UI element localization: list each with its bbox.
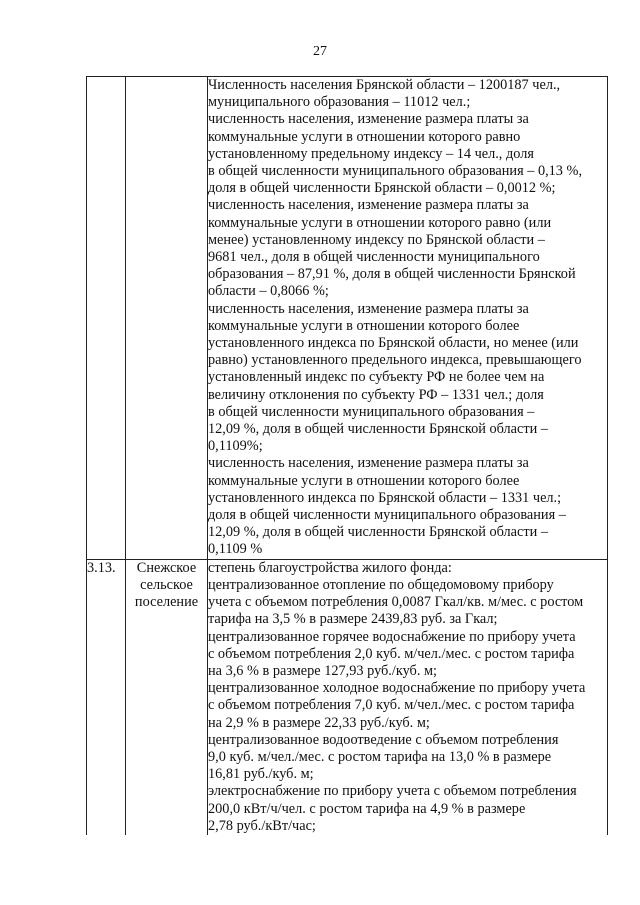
text-line: с объемом потребления 2,0 куб. м/чел./мес. с ростом тарифа	[208, 645, 575, 662]
text-line: установленного индекса по Брянской области – 1331 чел.;	[208, 489, 562, 506]
row-text-cell	[208, 559, 608, 835]
text-line: коммунальные услуги в отношении которого равно	[208, 128, 521, 145]
text-line: численность населения, изменение размера платы за	[208, 455, 529, 472]
row-text-cell	[208, 77, 608, 560]
text-line: в общей численности муниципального образования – 0,13 %,	[208, 163, 583, 180]
text-line: коммунальные услуги в отношении которого более	[208, 317, 520, 334]
text-line: на 2,9 % в размере 22,33 руб./куб. м;	[208, 714, 430, 731]
text-line: в общей численности муниципального образования –	[208, 403, 535, 420]
table-row	[87, 77, 608, 560]
text-line: на 3,6 % в размере 127,93 руб./куб. м;	[208, 662, 438, 679]
text-line: области – 0,8066 %;	[208, 283, 329, 300]
page-number: 27	[313, 44, 327, 59]
text-line: тарифа на 3,5 % в размере 2439,83 руб. за Гкал;	[208, 611, 498, 628]
table-row	[87, 559, 608, 835]
text-line: образования – 87,91 %, доля в общей численности Брянской	[208, 266, 576, 283]
text-line: 12,09 %, доля в общей численности Брянской области –	[208, 524, 548, 541]
text-line: 9,0 куб. м/чел./мес. с ростом тарифа на 13,0 % в размере	[208, 748, 552, 765]
text-line: численность населения, изменение размера платы за	[208, 300, 529, 317]
text-line: установленному предельному индексу – 14 чел., доля	[208, 145, 534, 162]
text-line: установленный индекс по субъекту РФ не более чем на	[208, 369, 545, 386]
text-line: доля в общей численности муниципального образования –	[208, 507, 566, 524]
text-line: централизованное водоотведение с объемом потребления	[208, 731, 559, 748]
text-line: 2,78 руб./кВт/час;	[208, 817, 316, 834]
text-line: численность населения, изменение размера платы за	[208, 111, 529, 128]
text-line: 200,0 кВт/ч/чел. с ростом тарифа на 4,9 % в размере	[208, 800, 526, 817]
text-line: электроснабжение по прибору учета с объемом потребления	[208, 783, 577, 800]
text-line: величину отклонения по субъекту РФ – 1331 чел.; доля	[208, 386, 544, 403]
text-line: численность населения, изменение размера платы за	[208, 197, 529, 214]
row-name-cell	[126, 559, 208, 835]
text-line: 12,09 %, доля в общей численности Брянской области –	[208, 421, 548, 438]
text-line: Численность населения Брянской области – 1200187 чел.,	[208, 77, 561, 93]
text-line: степень благоустройства жилого фонда:	[208, 559, 452, 576]
row-name-cell	[126, 77, 208, 560]
text-line: учета с объемом потребления 0,0087 Гкал/кв. м/мес. с ростом	[208, 594, 584, 611]
settlement-name-line: поселение	[134, 594, 199, 611]
settlement-name-line: сельское	[140, 576, 193, 593]
text-line: 9681 чел., доля в общей численности муниципального	[208, 249, 540, 266]
text-line: доля в общей численности Брянской области – 0,0012 %;	[208, 180, 556, 197]
text-line: равно) установленного предельного индекса, превышающего	[208, 352, 582, 369]
text-line: коммунальные услуги в отношении которого более	[208, 472, 520, 489]
text-line: 16,81 руб./куб. м;	[208, 766, 314, 783]
settlement-name-line: Снежское	[136, 559, 197, 576]
text-line: централизованное холодное водоснабжение по прибору учета	[208, 680, 586, 697]
document-table	[86, 76, 608, 835]
text-line: 0,1109 %	[208, 541, 263, 558]
text-line: установленного индекса по Брянской области, но менее (или	[208, 335, 579, 352]
text-line: централизованное горячее водоснабжение по прибору учета	[208, 628, 576, 645]
row-number-cell: 3.13.	[87, 559, 126, 835]
text-line: централизованное отопление по общедомовому прибору	[208, 576, 554, 593]
text-line: коммунальные услуги в отношении которого равно (или	[208, 214, 552, 231]
text-line: с объемом потребления 7,0 куб. м/чел./мес. с ростом тарифа	[208, 697, 575, 714]
text-line: муниципального образования – 11012 чел.;	[208, 94, 471, 111]
row-number-cell	[87, 77, 126, 560]
text-line: 0,1109%;	[208, 438, 263, 455]
text-line: менее) установленному индексу по Брянской области –	[208, 231, 545, 248]
